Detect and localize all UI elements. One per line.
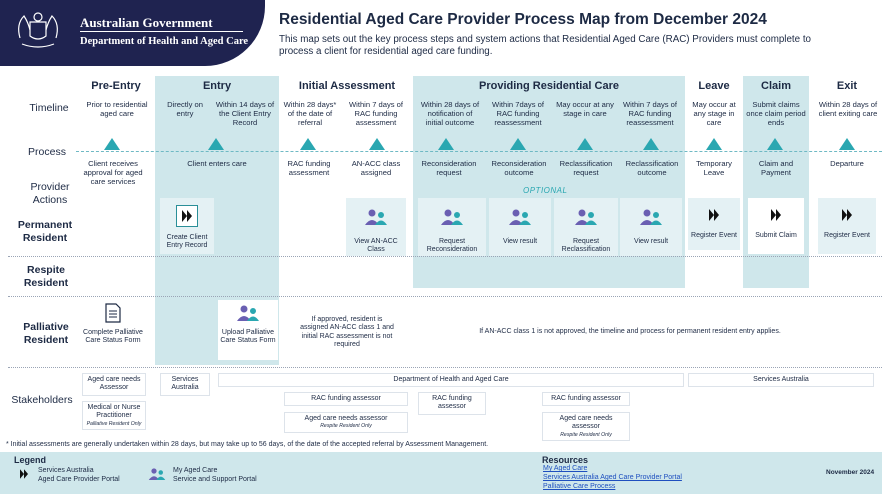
- upload-form-card[interactable]: [218, 300, 278, 360]
- row-label-process: Process: [28, 146, 66, 158]
- process-marker: [300, 138, 316, 150]
- row-label-palliative: Palliative Resident: [23, 321, 69, 346]
- legend-item-my-aged-care: [173, 467, 257, 485]
- row-label-timeline: Timeline: [29, 102, 69, 114]
- stakeholder-rac-assessor: RAC funding assessor: [542, 392, 630, 406]
- my-aged-care-icon: [440, 208, 464, 226]
- view-anacc-card[interactable]: [346, 198, 406, 256]
- process-entry: Client enters care: [187, 159, 247, 168]
- process-marker: [839, 138, 855, 150]
- stakeholder-rac-assessor: RAC funding assessor: [284, 392, 408, 406]
- my-aged-care-icon: [639, 208, 663, 226]
- view-result-label: View result: [633, 238, 669, 245]
- request-reconsideration-label: Request Reconsideration: [426, 238, 478, 254]
- services-australia-icon: [176, 205, 198, 227]
- register-event-card[interactable]: [818, 198, 876, 254]
- process-prov-a: Reconsideration request: [421, 159, 477, 178]
- stakeholder-acna-label: Aged care needs assessor: [304, 415, 388, 422]
- process-marker: [577, 138, 593, 150]
- palliative-approved-note: If approved, resident is assigned AN-ACC class 1 and initial RAC assessment is not required: [300, 316, 394, 349]
- timeline-prov-b: Within 7days of RAC funding reassessment: [492, 100, 544, 128]
- stakeholder-services-australia: Services Australia: [160, 373, 210, 396]
- stakeholder-acna-note: Respite Resident Only: [320, 423, 372, 430]
- create-entry-label: Create Client Entry Record: [166, 234, 208, 250]
- stakeholder-acna-label: Aged care needs assessor: [559, 415, 613, 431]
- services-australia-icon: [16, 466, 32, 482]
- process-prov-d: Reclassification outcome: [625, 159, 679, 178]
- resource-link-provider-portal[interactable]: Services Australia Aged Care Provider Portal: [543, 474, 682, 481]
- services-australia-icon: [837, 205, 857, 225]
- timeline-claim: Submit claims once claim period ends: [746, 100, 806, 128]
- process-prov-c: Reclassification request: [559, 159, 613, 178]
- stakeholder-rac-assessor: RAC funding assessor: [418, 392, 486, 415]
- submit-claim-card[interactable]: [748, 198, 804, 254]
- row-label-stakeholders: Stakeholders: [11, 394, 73, 406]
- stakeholder-acna: [542, 412, 630, 441]
- timeline-prov-a: Within 28 days of notification of initial outcome: [420, 100, 480, 128]
- timeline-init-b: Within 7 days of RAC funding assessment: [348, 100, 404, 128]
- my-aged-care-icon: [508, 208, 532, 226]
- coat-of-arms-logo: [12, 8, 64, 52]
- process-init-b: AN-ACC class assigned: [351, 159, 401, 178]
- my-aged-care-icon: [148, 467, 166, 481]
- process-exit: Departure: [830, 159, 864, 168]
- gov-name: Australian Government: [80, 15, 213, 30]
- request-reclassification-label: Request Reclassification: [561, 238, 611, 254]
- stakeholder-acna: [284, 412, 408, 433]
- row-separator: [8, 367, 882, 368]
- timeline-exit: Within 28 days of client exiting care: [818, 100, 878, 119]
- timeline-leave: May occur at any stage in care: [692, 100, 736, 128]
- phase-initial-assessment: Initial Assessment: [298, 80, 396, 92]
- palliative-form-label: Complete Palliative Care Status Form: [83, 329, 143, 345]
- timeline-entry-b: Within 14 days of the Client Entry Record: [215, 100, 275, 128]
- phase-claim: Claim: [761, 80, 791, 92]
- stakeholder-medical-label: Medical or Nurse Practitioner: [87, 404, 141, 420]
- stakeholder-department: Department of Health and Aged Care: [218, 373, 684, 387]
- my-aged-care-icon: [364, 208, 388, 226]
- process-marker: [643, 138, 659, 150]
- stakeholder-services-australia: Services Australia: [688, 373, 874, 387]
- publication-date: November 2024: [826, 469, 875, 476]
- view-result-card[interactable]: [620, 198, 682, 256]
- process-leave: Temporary Leave: [696, 159, 732, 178]
- process-marker: [208, 138, 224, 150]
- view-result-card[interactable]: [489, 198, 551, 256]
- page-title: Residential Aged Care Provider Process Map from December 2024: [279, 11, 767, 28]
- legend-item-label: Services Australia: [38, 467, 94, 474]
- process-marker: [706, 138, 722, 150]
- phase-exit: Exit: [836, 80, 858, 92]
- row-label-permanent: Permanent Resident: [17, 219, 73, 244]
- phase-pre-entry: Pre-Entry: [91, 80, 141, 92]
- timeline-entry-a: Directly on entry: [167, 100, 203, 119]
- stakeholder-medical: [82, 401, 146, 430]
- resource-link-palliative[interactable]: Palliative Care Process: [543, 483, 616, 490]
- process-pre-entry: Client receives approval for aged care services: [83, 159, 143, 187]
- row-separator: [8, 256, 882, 257]
- timeline-pre-entry: Prior to residential aged care: [86, 100, 148, 119]
- process-claim: Claim and Payment: [758, 159, 794, 178]
- row-separator: [8, 296, 882, 297]
- legend-bar: [0, 452, 882, 494]
- submit-claim-label: Submit Claim: [755, 232, 797, 239]
- my-aged-care-icon: [236, 304, 260, 322]
- create-entry-card[interactable]: [160, 198, 214, 254]
- phase-entry: Entry: [202, 80, 232, 92]
- legend-item-sublabel: Service and Support Portal: [173, 475, 257, 483]
- process-marker: [510, 138, 526, 150]
- resources-title: Resources: [542, 455, 589, 465]
- view-anacc-label: View AN-ACC Class: [354, 238, 398, 254]
- timeline-prov-d: Within 7 days of RAC funding reassessment: [622, 100, 678, 128]
- palliative-form-card[interactable]: [82, 300, 144, 360]
- register-event-card[interactable]: [688, 198, 740, 250]
- row-label-respite: Respite Resident: [23, 264, 69, 289]
- legend-item-services-australia: [38, 467, 120, 485]
- palliative-not-approved-note: If AN-ACC class 1 is not approved, the timeline and process for permanent resident entry applies.: [479, 328, 781, 335]
- register-event-label: Register Event: [824, 232, 870, 239]
- timeline-init-a: Within 28 days* of the date of referral: [283, 100, 337, 128]
- my-aged-care-icon: [574, 208, 598, 226]
- process-marker: [767, 138, 783, 150]
- view-result-label: View result: [502, 238, 538, 245]
- process-marker: [438, 138, 454, 150]
- services-australia-icon: [704, 205, 724, 225]
- legend-item-sublabel: Aged Care Provider Portal: [38, 475, 120, 483]
- stakeholder-acna-note: Respite Resident Only: [560, 431, 612, 438]
- upload-form-label: Upload Palliative Care Status Form: [220, 329, 276, 345]
- phase-leave: Leave: [698, 80, 730, 92]
- legend-title: Legend: [14, 455, 47, 465]
- stakeholder-acna: Aged care needs Assessor: [82, 373, 146, 396]
- process-marker: [369, 138, 385, 150]
- page-subtitle: This map sets out the key process steps and system actions that Residential Aged Care (RAC) Providers must complete to process a client for residential aged care funding.: [279, 34, 811, 57]
- gov-divider: [80, 31, 243, 32]
- footnote: * Initial assessments are generally undertaken within 28 days, but may take up to 56 days, of the date of the accepted referral by Assessment Management.: [6, 441, 489, 448]
- resource-link-my-aged-care[interactable]: My Aged Care: [543, 465, 588, 472]
- process-marker: [104, 138, 120, 150]
- register-event-label: Register Event: [691, 232, 737, 239]
- process-prov-b: Reconsideration outcome: [491, 159, 547, 178]
- phase-providing-care: Providing Residential Care: [479, 80, 619, 92]
- optional-label: OPTIONAL: [523, 186, 568, 195]
- process-init-a: RAC funding assessment: [287, 159, 331, 178]
- request-reclassification-card[interactable]: [554, 198, 618, 256]
- legend-item-label: My Aged Care: [173, 467, 218, 474]
- department-name: Department of Health and Aged Care: [80, 36, 249, 47]
- request-reconsideration-card[interactable]: [418, 198, 486, 256]
- document-icon: [105, 303, 121, 323]
- stakeholder-medical-note: Palliative Resident Only: [86, 420, 142, 427]
- process-line: [76, 151, 882, 152]
- row-label-provider-actions: Provider Actions: [30, 181, 70, 206]
- timeline-prov-c: May occur at any stage in care: [556, 100, 614, 119]
- services-australia-icon: [766, 205, 786, 225]
